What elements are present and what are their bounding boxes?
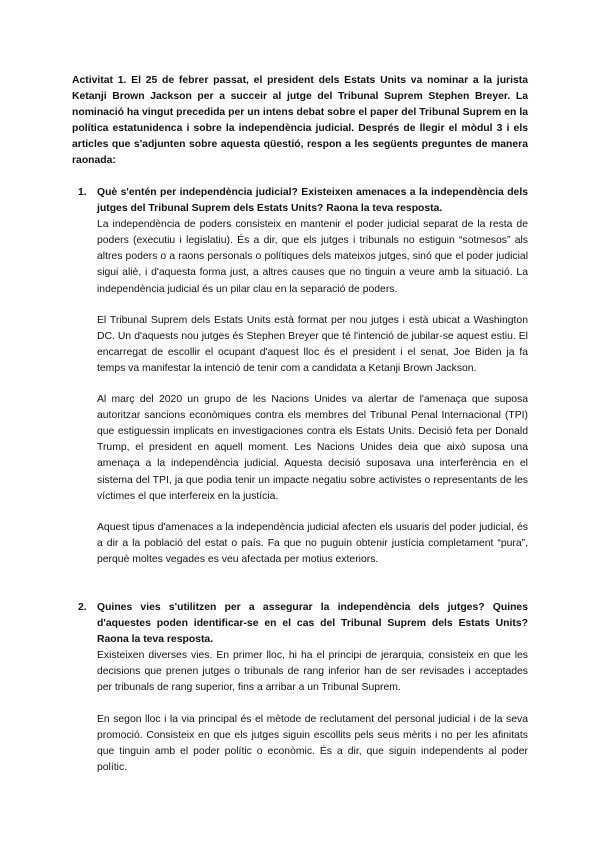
question-2-title: Quines vies s'utilitzen per a assegurar la independència dels jutges? Quines d'aquestes poden identificar-se en el cas del Tribunal Suprem dels Estats Units? Raona la teva resposta.: [97, 602, 528, 646]
question-1-number: 1.: [78, 187, 87, 198]
answer-1-paragraph-4: Aquest tipus d'amenaces a la independència judicial afecten els usuaris del poder judicial, és a dir a la població del estat o país. Fa que no puguin obtenir justícia completament “pura”, perquè moltes vegades es veu afectada per motius exteriors.: [97, 521, 528, 565]
activity-intro: Activitat 1. El 25 de febrer passat, el president dels Estats Units va nominar a la jurista Ketanji Brown Jackson per a succeir al jutge del Tribunal Suprem Stephen Breyer. La nominació ha vingut precedida per un intens debat sobre el paper del Tribunal Suprem en la política estatunidenca i sobre la independència judicial. Després de llegir el mòdul 3 i els articles que s'adjunten sobre aquesta qüestió, respon a les següents preguntes de manera raonada:: [72, 75, 528, 167]
question-2: [78, 600, 528, 776]
answer-2-paragraph-2: En segon lloc i la via principal és el mètode de reclutament del personal judicial i de la seva promoció. Consisteix en que els jutges siguin escollits pels seus mèrits i no per les afinitats que tinguin amb el poder polític o econòmic. És a dir, que siguin independents al poder polític.: [97, 713, 528, 773]
question-2-number: 2.: [78, 602, 87, 613]
question-1: [78, 185, 528, 568]
answer-2-paragraph-1: Existeixen diverses vies. En primer lloc, hi ha el principi de jerarquia, consisteix en que les decisions que prenen jutges o tribunals de rang inferior han de ser revisades i acceptades per tribunals de rang superior, fins a arribar a un Tribunal Suprem.: [97, 650, 528, 694]
answer-1-paragraph-3: Al març del 2020 un grupo de les Nacions Unides va alertar de l'amenaça que suposa autoritzar sancions econòmiques contra els membres del Tribunal Penal Internacional (TPI) que estiguessin implicats en investigaciones contra els Estats Units. Decisió feta per Donald Trump, el president en aquell moment. Les Nacions Unides deia que això suposa una amenaça a la independència judicial. Aquesta decisió suposava una interferència en el sistema del TPI, ja que podia tenir un impacte negatiu sobre activistes o representants de les víctimes el que interfereix en la justícia.: [97, 394, 528, 502]
answer-1-paragraph-2: El Tribunal Suprem dels Estats Units està format per nou jutges i està ubicat a Washington DC. Un d'aquests nou jutges és Stephen Breyer que té l'intenció de jubilar-se aquest estiu. El encarregat de escollir el ocupant d'aquest lloc és el president i el senat, Joe Biden ja fa temps va manifestar la intenció de tenir com a candidata a Ketanji Brown Jackson.: [97, 314, 528, 374]
answer-1-paragraph-1: La independència de poders consisteix en mantenir el poder judicial separat de la resta de poders (executiu i legislatiu). És a dir, que els jutges i tribunals no estiguin “sotmesos” als altres poders o a raons personals o polítiques dels mateixos jutges, sinó que el poder judicial sigui aliè, i d'aquesta forma just, a altres causes que no tinguin a veure amb la situació. La independència judicial és un pilar clau en la separació de poders.: [97, 219, 528, 295]
question-1-title: Què s'entén per independència judicial? Existeixen amenaces a la independència dels jutges del Tribunal Suprem dels Estats Units? Raona la teva resposta.: [97, 187, 528, 215]
